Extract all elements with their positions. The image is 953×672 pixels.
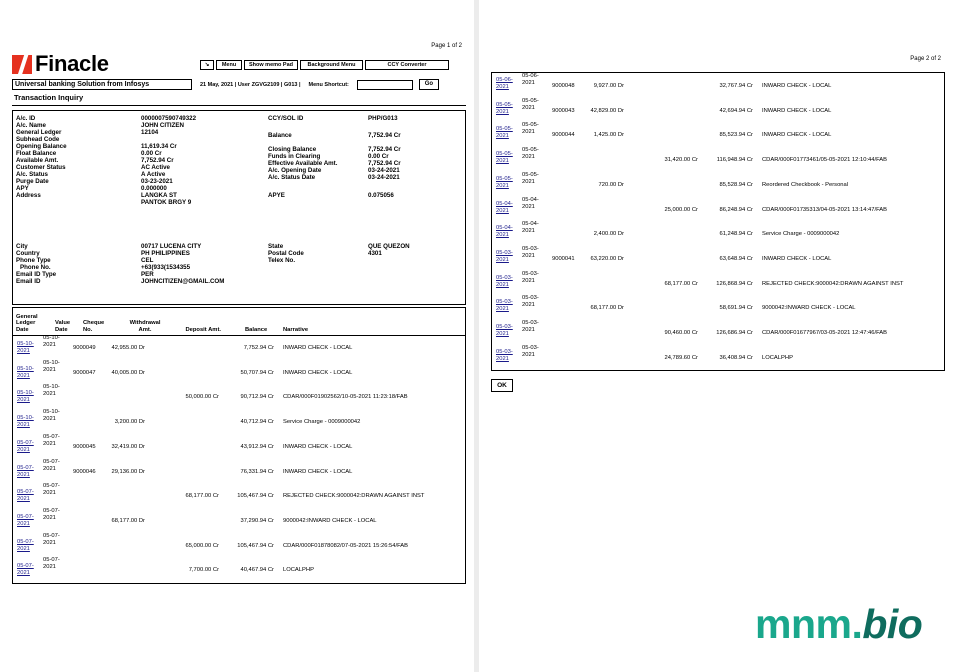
info-value: AC Active — [141, 164, 170, 171]
table-row — [492, 73, 944, 98]
table-row — [13, 360, 465, 385]
value-date: 05-10-2021 — [43, 335, 60, 348]
info-label: A/c. ID — [16, 115, 36, 122]
gl-date-link[interactable]: 05-04-2021 — [496, 225, 513, 239]
balance: 37,290.94 Cr — [240, 517, 274, 524]
info-value: PER — [141, 271, 154, 278]
info-value: LANGKA ST — [141, 192, 177, 199]
background-menu-button[interactable]: Background Menu — [300, 60, 363, 70]
gl-date-link[interactable]: 05-04-2021 — [496, 200, 513, 214]
withdrawal-amount: 1,425.00 Dr — [593, 132, 624, 139]
info-value: 7,752.94 Cr — [368, 132, 401, 139]
menu-button[interactable]: Menu — [216, 60, 242, 70]
cheque-no: 9000045 — [73, 443, 96, 450]
cheque-no: 9000049 — [73, 345, 96, 351]
value-date: 05-03-2021 — [522, 344, 539, 358]
deposit-amount: 68,177.00 Cr — [664, 280, 698, 287]
go-button[interactable]: Go — [419, 79, 439, 90]
value-date: 05-07-2021 — [43, 483, 60, 497]
logo-text: Finacle — [35, 51, 109, 76]
table-row — [13, 557, 465, 582]
withdrawal-amount: 32,419.00 Dr — [111, 443, 145, 450]
info-value: 0.00 Cr — [141, 150, 162, 157]
narrative: 9000042:INWARD CHECK - LOCAL — [283, 517, 377, 524]
narrative: INWARD CHECK - LOCAL — [283, 468, 353, 475]
narrative: Service Charge - 0009000042 — [762, 231, 840, 238]
balance: 85,523.94 Cr — [719, 132, 753, 139]
withdrawal-amount: 42,829.00 Dr — [590, 107, 624, 114]
info-value: PH PHILIPPINES — [141, 250, 190, 257]
value-date: 05-07-2021 — [43, 433, 60, 447]
info-value: 7,752.94 Cr — [368, 160, 401, 167]
info-value: 0.00 Cr — [368, 153, 389, 160]
narrative: 9000042:INWARD CHECK - LOCAL — [762, 305, 856, 312]
table-row — [13, 533, 465, 558]
transactions-table-continued — [491, 72, 945, 371]
info-label: Customer Status — [16, 164, 66, 171]
narrative: CDAR/000F01773461/05-05-2021 12:10:44/FAB — [762, 157, 888, 164]
gl-date-link[interactable]: 05-03-2021 — [496, 249, 513, 263]
value-date: 05-07-2021 — [43, 532, 60, 546]
value-date: 05-05-2021 — [522, 171, 539, 185]
info-value: 7,752.94 Cr — [368, 146, 401, 153]
info-label: Opening Balance — [16, 143, 67, 150]
info-label: A/c. Opening Date — [268, 167, 322, 174]
universal-banking-label: Universal banking Solution from Infosys — [12, 79, 192, 90]
deposit-amount: 50,000.00 Cr — [185, 394, 219, 401]
info-value: 0000007590749322 — [141, 115, 197, 122]
balance: 42,694.94 Cr — [719, 107, 753, 114]
gl-date-link[interactable]: 05-07-2021 — [17, 489, 34, 503]
balance: 105,467.94 Cr — [237, 542, 274, 549]
withdrawal-amount: 29,136.00 Dr — [111, 468, 145, 475]
narrative: INWARD CHECK - LOCAL — [283, 345, 353, 351]
balance: 126,868.94 Cr — [716, 280, 753, 287]
show-memo-pad-button[interactable]: Show memo Pad — [244, 60, 298, 70]
narrative: CDAR/000F01735313/04-05-2021 13:14:47/FAB — [762, 206, 888, 213]
gl-date-link[interactable]: 05-03-2021 — [496, 324, 513, 337]
withdrawal-amount: 9,927.00 Dr — [593, 83, 624, 89]
info-label: Telex No. — [268, 257, 296, 264]
value-date: 05-03-2021 — [522, 295, 539, 309]
table-row — [492, 221, 944, 246]
col-narrative: Narrative — [283, 326, 309, 333]
withdrawal-amount: 2,400.00 Dr — [593, 231, 624, 238]
col-deposit: Deposit Amt. — [185, 326, 221, 333]
value-date: 05-10-2021 — [43, 409, 60, 423]
withdrawal-amount: 68,177.00 Dr — [590, 305, 624, 312]
info-label: Subhead Code — [16, 136, 60, 143]
info-label: A/c. Name — [16, 122, 46, 129]
value-date: 05-07-2021 — [43, 507, 60, 521]
table-row — [492, 320, 944, 345]
info-value: 00717 LUCENA CITY — [141, 243, 202, 250]
menu-shortcut-label: Menu Shortcut: — [308, 81, 349, 88]
cheque-no: 9000048 — [552, 83, 575, 89]
cheque-no: 9000041 — [552, 255, 575, 262]
info-value: JOHN CITIZEN — [141, 122, 184, 129]
header-bar — [12, 78, 466, 91]
document-page-2 — [479, 0, 953, 672]
date-user-info: 21 May, 2021 | User ZGVG2109 | G013 | — [200, 81, 301, 88]
narrative: INWARD CHECK - LOCAL — [762, 107, 832, 114]
info-label: Email ID Type — [16, 271, 57, 278]
info-value: 0.075056 — [368, 192, 394, 199]
balance: 63,648.94 Cr — [719, 255, 753, 262]
gl-date-link[interactable]: 05-10-2021 — [17, 341, 34, 354]
info-label: APY — [16, 185, 29, 192]
arrow-button[interactable] — [200, 60, 214, 70]
info-label: CCY/SOL ID — [268, 115, 304, 122]
info-label: Balance — [268, 132, 292, 139]
table-row — [492, 271, 944, 296]
gl-date-link[interactable]: 05-07-2021 — [17, 538, 34, 552]
gl-date-link[interactable]: 05-03-2021 — [496, 274, 513, 288]
watermark-main: mnm — [755, 601, 852, 647]
watermark-bio: bio — [862, 601, 923, 647]
arrow-down-right-icon: ↘ — [204, 62, 210, 68]
balance: 85,528.94 Cr — [719, 181, 753, 188]
table-row — [13, 384, 465, 409]
table-row — [13, 434, 465, 459]
cheque-no: 9000043 — [552, 107, 575, 114]
gl-date-link[interactable]: 05-05-2021 — [496, 126, 513, 140]
table-row — [13, 459, 465, 484]
info-label: Address — [16, 192, 41, 199]
info-label: Email ID — [16, 278, 41, 285]
page-number: Page 2 of 2 — [910, 56, 941, 62]
narrative: INWARD CHECK - LOCAL — [283, 369, 353, 376]
table-row — [492, 295, 944, 320]
deposit-amount: 90,460.00 Cr — [664, 330, 698, 336]
watermark — [755, 602, 922, 646]
value-date: 05-05-2021 — [522, 97, 539, 111]
table-row — [492, 122, 944, 147]
transactions-table — [12, 307, 466, 584]
balance: 36,408.94 Cr — [719, 354, 753, 361]
table-row — [492, 147, 944, 172]
withdrawal-amount: 3,200.00 Dr — [114, 419, 145, 426]
toolbar — [200, 60, 451, 70]
gl-date-link[interactable]: 05-07-2021 — [17, 563, 34, 577]
info-value: 4301 — [368, 250, 382, 257]
value-date: 05-07-2021 — [43, 458, 60, 472]
info-label: Country — [16, 250, 40, 257]
balance: 90,712.94 Cr — [240, 394, 274, 401]
info-value: +63(933(1534355 — [141, 264, 191, 271]
info-label: General Ledger — [16, 129, 62, 136]
info-value: PHP/G013 — [368, 115, 398, 122]
table-row — [492, 246, 944, 271]
gl-date-link[interactable]: 05-05-2021 — [496, 151, 513, 165]
value-date: 05-05-2021 — [522, 122, 539, 136]
deposit-amount: 24,789.60 Cr — [664, 354, 698, 361]
balance: 7,752.94 Cr — [243, 345, 274, 351]
info-value: 0.000000 — [141, 185, 167, 192]
narrative: INWARD CHECK - LOCAL — [762, 255, 832, 262]
value-date: 05-10-2021 — [43, 384, 60, 398]
gl-date-link[interactable]: 05-07-2021 — [17, 513, 34, 527]
document-page-1 — [0, 0, 474, 672]
narrative: CDAR/000F01878082/07-05-2021 15:26:54/FAB — [283, 542, 409, 549]
info-value: 03-24-2021 — [368, 174, 400, 181]
menu-shortcut-input[interactable] — [357, 80, 413, 90]
info-value: 03-24-2021 — [368, 167, 400, 174]
cheque-no: 9000044 — [552, 132, 575, 139]
withdrawal-amount: 720.00 Dr — [598, 181, 624, 188]
narrative: INWARD CHECK - LOCAL — [762, 132, 832, 139]
info-label: Closing Balance — [268, 146, 317, 153]
value-date: 05-05-2021 — [522, 147, 539, 161]
col-value-date: Value Date — [55, 320, 71, 333]
withdrawal-amount: 63,220.00 Dr — [590, 255, 624, 262]
narrative: INWARD CHECK - LOCAL — [283, 443, 353, 450]
withdrawal-amount: 68,177.00 Dr — [111, 517, 145, 524]
withdrawal-amount: 42,955.00 Dr — [111, 345, 145, 351]
finacle-logo-icon — [12, 55, 32, 74]
gl-date-link[interactable]: 05-10-2021 — [17, 415, 34, 429]
narrative: REJECTED CHECK:9000042:DRAWN AGAINST INST — [762, 280, 904, 287]
value-date: 05-04-2021 — [522, 221, 539, 235]
value-date: 05-03-2021 — [522, 320, 539, 333]
ccy-converter-button[interactable]: CCY Converter — [365, 60, 449, 70]
deposit-amount: 7,700.00 Cr — [188, 567, 219, 574]
narrative: CDAR/000F01677967/03-05-2021 12:47:46/FAB — [762, 330, 888, 336]
account-info-panel — [12, 110, 466, 305]
table-row — [13, 335, 465, 360]
info-label: Available Amt. — [16, 157, 59, 164]
value-date: 05-03-2021 — [522, 245, 539, 259]
info-label: State — [268, 243, 284, 250]
cheque-no: 9000046 — [73, 468, 96, 475]
col-withdrawal: Withdrawal Amt. — [129, 320, 161, 333]
table-row — [13, 508, 465, 533]
gl-date-link[interactable]: 05-06-2021 — [496, 77, 513, 90]
gl-date-link[interactable]: 05-03-2021 — [496, 348, 513, 362]
value-date: 05-06-2021 — [522, 73, 539, 86]
table-row — [492, 197, 944, 222]
balance: 116,948.94 Cr — [716, 157, 753, 164]
balance: 58,691.94 Cr — [719, 305, 753, 312]
value-date: 05-07-2021 — [43, 557, 60, 571]
table-row — [492, 345, 944, 370]
table-row — [13, 409, 465, 434]
balance: 105,467.94 Cr — [237, 493, 274, 500]
balance: 40,467.94 Cr — [240, 567, 274, 574]
info-label: Funds in Clearing — [268, 153, 321, 160]
info-label: Purge Date — [16, 178, 49, 185]
narrative: Service Charge - 0009000042 — [283, 419, 361, 426]
info-label: Postal Code — [268, 250, 304, 257]
info-value: 11,619.34 Cr — [141, 143, 177, 150]
info-value: 03-23-2021 — [141, 178, 173, 185]
value-date: 05-10-2021 — [43, 359, 60, 373]
page-number: Page 1 of 2 — [431, 43, 462, 49]
finacle-logo — [12, 51, 109, 76]
gl-date-link[interactable]: 05-07-2021 — [17, 439, 34, 453]
balance: 32,767.94 Cr — [719, 83, 753, 89]
col-balance: Balance — [245, 326, 268, 333]
balance: 40,712.94 Cr — [240, 419, 274, 426]
gl-date-link[interactable]: 05-10-2021 — [17, 390, 34, 404]
table-row — [492, 98, 944, 123]
deposit-amount: 68,177.00 Cr — [185, 493, 219, 500]
page-title: Transaction Inquiry — [12, 91, 466, 106]
gl-date-link[interactable]: 05-10-2021 — [17, 365, 34, 379]
info-label: APYE — [268, 192, 285, 199]
value-date: 05-03-2021 — [522, 270, 539, 284]
info-value: JOHNCITIZEN@GMAIL.COM — [141, 278, 225, 285]
info-label: Phone Type — [16, 257, 51, 264]
narrative: Reordered Checkbook - Personal — [762, 181, 849, 188]
info-label: A/c. Status Date — [268, 174, 316, 181]
ok-button[interactable]: OK — [491, 379, 513, 392]
info-label: Phone No. — [20, 264, 51, 271]
deposit-amount: 25,000.00 Cr — [664, 206, 698, 213]
balance: 50,707.94 Cr — [240, 369, 274, 376]
cheque-no: 9000047 — [73, 369, 96, 376]
info-value: CEL — [141, 257, 154, 264]
gl-date-link[interactable]: 05-05-2021 — [496, 101, 513, 115]
info-label: Float Balance — [16, 150, 57, 157]
info-value: PANTOK BRGY 9 — [141, 199, 192, 206]
info-label: City — [16, 243, 28, 250]
info-value: QUE QUEZON — [368, 243, 410, 250]
info-label: A/c. Status — [16, 171, 48, 178]
info-label: Effective Available Amt. — [268, 160, 338, 167]
withdrawal-amount: 40,005.00 Dr — [111, 369, 145, 376]
balance: 76,331.94 Cr — [240, 468, 274, 475]
gl-date-link[interactable]: 05-07-2021 — [17, 464, 34, 478]
table-header — [13, 308, 465, 336]
narrative: REJECTED CHECK:9000042:DRAWN AGAINST INST — [283, 493, 425, 500]
balance: 86,248.94 Cr — [719, 206, 753, 213]
table-row — [13, 483, 465, 508]
watermark-dot: . — [851, 601, 863, 647]
gl-date-link[interactable]: 05-03-2021 — [496, 299, 513, 313]
col-cheque: Cheque No. — [83, 320, 105, 333]
narrative: LOCALPHP — [762, 354, 793, 361]
value-date: 05-04-2021 — [522, 196, 539, 210]
narrative: INWARD CHECK - LOCAL — [762, 83, 832, 89]
balance: 61,248.94 Cr — [719, 231, 753, 238]
narrative: LOCALPHP — [283, 567, 314, 574]
deposit-amount: 31,420.00 Cr — [664, 157, 698, 164]
gl-date-link[interactable]: 05-05-2021 — [496, 175, 513, 189]
deposit-amount: 65,000.00 Cr — [185, 542, 219, 549]
info-value: 7,752.94 Cr — [141, 157, 174, 164]
balance: 126,686.94 Cr — [716, 330, 753, 336]
info-value: 12104 — [141, 129, 159, 136]
col-gl-date: General Ledger Date — [16, 313, 38, 333]
balance: 43,912.94 Cr — [240, 443, 274, 450]
narrative: CDAR/000F01902562/10-05-2021 11:23:18/FAB — [283, 394, 408, 401]
table-row — [492, 172, 944, 197]
info-value: A Active — [141, 171, 166, 178]
